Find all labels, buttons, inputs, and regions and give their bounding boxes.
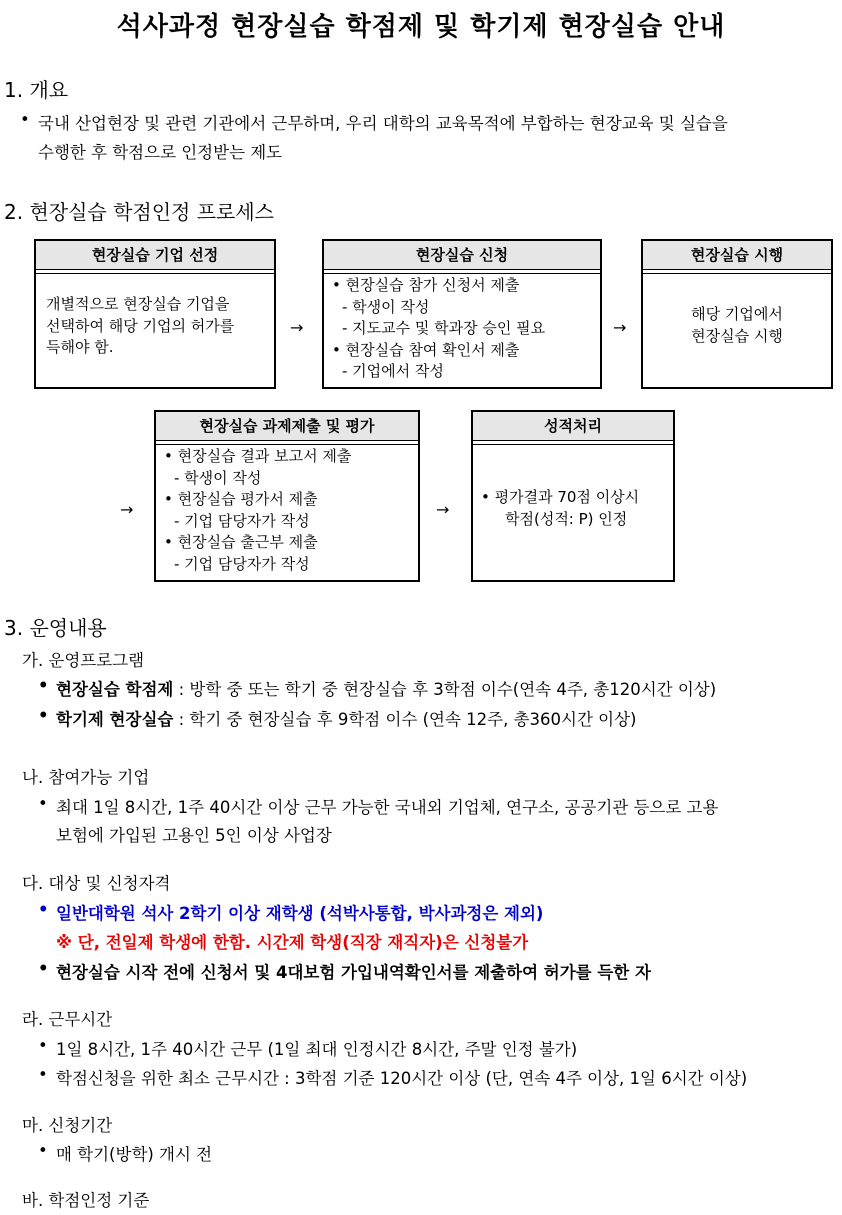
bullet: • bbox=[38, 1065, 48, 1084]
process-box-line: • 현장실습 결과 보고서 제출 bbox=[164, 447, 352, 465]
subsection-ga-heading: 가. 운영프로그램 bbox=[22, 651, 145, 670]
process-box-line: 개별적으로 현장실습 기업을 bbox=[46, 295, 230, 313]
process-box-line: • 평가결과 70점 이상시 bbox=[481, 488, 640, 506]
process-box-line: - 기업에서 작성 bbox=[342, 362, 444, 380]
work-hours-item-2: 학점신청을 위한 최소 근무시간 : 3학점 기준 120시간 이상 (단, 연속 4주 이상, 1일 6시간 이상) bbox=[56, 1069, 748, 1088]
process-box-line: - 학생이 작성 bbox=[342, 297, 430, 316]
process-box-line: • 현장실습 참가 신청서 제출 bbox=[332, 276, 520, 294]
eligibility-item-1: 일반대학원 석사 2학기 이상 재학생 (석박사통합, 박사과정은 제외) bbox=[56, 904, 544, 923]
process-box-title: 현장실습 신청 bbox=[324, 241, 600, 270]
program-item-label: 학기제 현장실습 bbox=[56, 710, 174, 729]
program-item-desc: : 방학 중 또는 학기 중 현장실습 후 3학점 이수(연속 4주, 총120시간 이상) bbox=[173, 680, 717, 699]
process-box-line: • 현장실습 평가서 제출 bbox=[164, 490, 318, 508]
program-item-label: 현장실습 학점제 bbox=[56, 680, 174, 699]
program-item-desc: : 학기 중 현장실습 후 9학점 이수 (연속 12주, 총360시간 이상) bbox=[173, 710, 637, 729]
bullet: • bbox=[38, 1036, 48, 1055]
process-box-line: - 지도교수 및 학과장 승인 필요 bbox=[342, 319, 546, 337]
eligibility-item-2: 현장실습 시작 전에 신청서 및 4대보험 가입내역확인서를 제출하여 허가를 득한 자 bbox=[56, 963, 651, 982]
subsection-ma-heading: 마. 신청기간 bbox=[22, 1116, 113, 1135]
process-box-line: 현장실습 시행 bbox=[691, 326, 783, 345]
process-box-line: 득해야 함. bbox=[46, 338, 114, 356]
process-box-line: • 현장실습 출근부 제출 bbox=[164, 533, 318, 551]
process-box-grading bbox=[471, 410, 675, 582]
section-1-bullet: • bbox=[20, 110, 30, 129]
process-box-line: - 기업 담당자가 작성 bbox=[174, 554, 310, 573]
subsection-da-heading: 다. 대상 및 신청자격 bbox=[22, 874, 171, 893]
process-box-title: 현장실습 시행 bbox=[643, 241, 831, 270]
page-title: 석사과정 현장실습 학점제 및 학기제 현장실습 안내 bbox=[116, 12, 726, 42]
section-1-text-line-2: 수행한 후 학점으로 인정받는 제도 bbox=[38, 143, 283, 162]
section-1-heading: 1. 개요 bbox=[4, 78, 69, 102]
process-box-line: 학점(성적: P) 인정 bbox=[505, 509, 628, 528]
arrow-icon: → bbox=[290, 318, 304, 337]
eligible-company-line-2: 보험에 가입된 고용인 5인 이상 사업장 bbox=[56, 826, 332, 845]
process-box-line: 해당 기업에서 bbox=[691, 305, 783, 323]
process-box-title: 현장실습 기업 선정 bbox=[36, 241, 274, 270]
process-box-line: 선택하여 해당 기업의 허가를 bbox=[46, 316, 235, 335]
section-1-text-line-1: 국내 산업현장 및 관련 기관에서 근무하며, 우리 대학의 교육목적에 부합하는 현장교육 및 실습을 bbox=[38, 114, 728, 133]
process-box-line: - 기업 담당자가 작성 bbox=[174, 511, 310, 530]
section-2-heading: 2. 현장실습 학점인정 프로세스 bbox=[4, 200, 274, 224]
bullet: • bbox=[38, 959, 49, 978]
process-box-title: 현장실습 과제제출 및 평가 bbox=[156, 412, 418, 441]
process-box-execution bbox=[641, 239, 833, 389]
application-period-item: 매 학기(방학) 개시 전 bbox=[56, 1145, 213, 1164]
bullet: • bbox=[38, 706, 49, 725]
program-item-semester-system bbox=[56, 706, 636, 730]
work-hours-item-1: 1일 8시간, 1주 40시간 근무 (1일 최대 인정시간 8시간, 주말 인정 불가) bbox=[56, 1040, 578, 1059]
arrow-icon: → bbox=[120, 500, 134, 519]
subsection-ra-heading: 라. 근무시간 bbox=[22, 1010, 113, 1029]
process-box-application bbox=[322, 239, 602, 389]
bullet: • bbox=[38, 900, 49, 919]
subsection-na-heading: 나. 참여가능 기업 bbox=[22, 768, 150, 787]
eligibility-note: ※ 단, 전일제 학생에 한함. 시간제 학생(직장 재직자)은 신청불가 bbox=[56, 933, 529, 952]
eligible-company-line-1: 최대 1일 8시간, 1주 40시간 이상 근무 가능한 국내외 기업체, 연구소, 공공기관 등으로 고용 bbox=[56, 798, 719, 817]
bullet: • bbox=[38, 676, 49, 695]
program-item-credit-system bbox=[56, 676, 716, 700]
section-3-heading: 3. 운영내용 bbox=[4, 616, 107, 640]
bullet: • bbox=[38, 1141, 48, 1160]
arrow-icon: → bbox=[613, 318, 627, 337]
process-box-line: - 학생이 작성 bbox=[174, 468, 262, 487]
subsection-ba-heading: 바. 학점인정 기준 bbox=[22, 1191, 150, 1210]
bullet: • bbox=[38, 794, 48, 813]
process-box-line: • 현장실습 참여 확인서 제출 bbox=[332, 340, 520, 359]
process-box-title: 성적처리 bbox=[473, 412, 673, 441]
arrow-icon: → bbox=[436, 500, 450, 519]
process-box-evaluation bbox=[154, 410, 420, 582]
process-box-company-selection bbox=[34, 239, 276, 389]
